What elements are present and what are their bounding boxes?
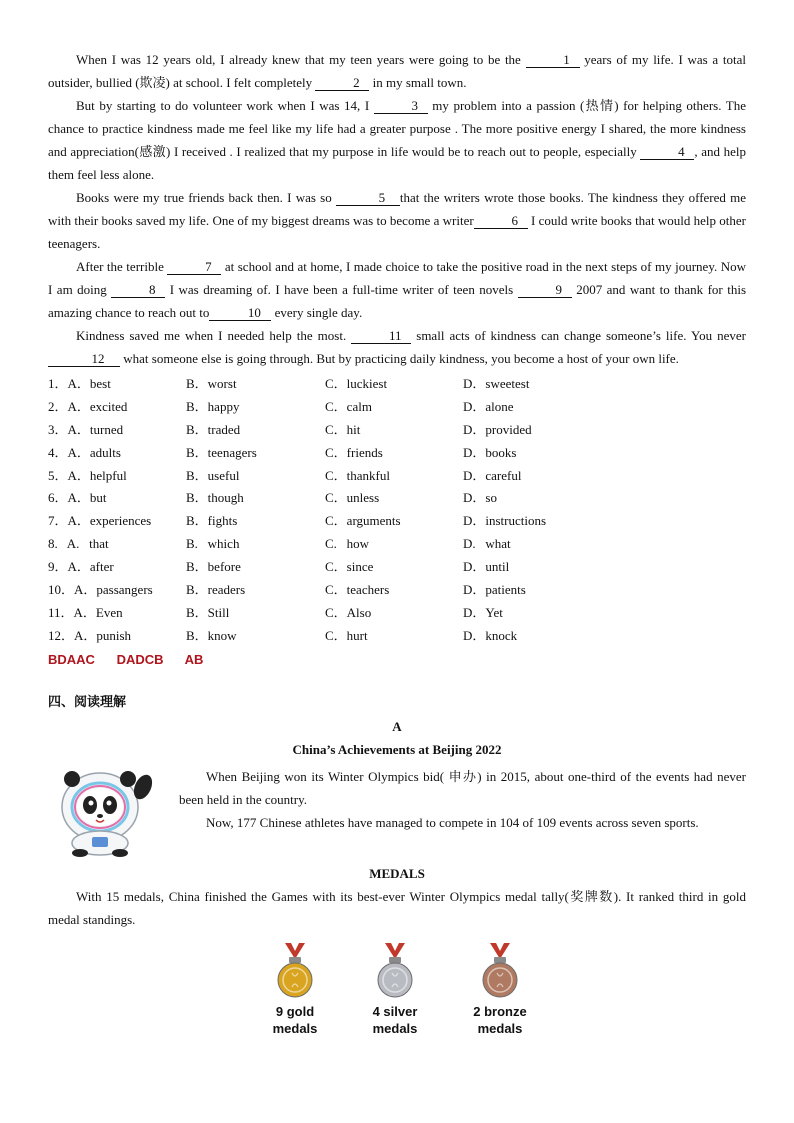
cloze-options: [48, 373, 746, 648]
option-choice[interactable]: C．hit: [325, 421, 361, 437]
medal-item: [350, 943, 440, 1037]
option-choice[interactable]: B．worst: [186, 376, 237, 391]
answer-group-3: AB: [184, 651, 204, 667]
passage-text: After the terrible: [76, 259, 168, 274]
silver-medal-icon: [375, 943, 415, 999]
cloze-blank-1[interactable]: 1: [526, 52, 580, 68]
question-12-options: [48, 625, 746, 648]
option-choice[interactable]: C．luckiest: [325, 376, 388, 391]
option-choice[interactable]: B．teenagers: [186, 444, 257, 460]
option-choice[interactable]: 12．A．punish: [48, 627, 132, 643]
option-choice[interactable]: D．patients: [463, 582, 526, 598]
intro-paragraph-2: Now, 177 Chinese athletes have managed to compete in 104 of 109 events across seven sports.: [206, 814, 699, 830]
option-choice[interactable]: 5．A．helpful: [48, 467, 127, 483]
cloze-blank-4[interactable]: 4: [640, 144, 694, 160]
cloze-blank-11[interactable]: 11: [351, 328, 411, 344]
question-6-options: [48, 487, 746, 510]
passage-text: I could write books that would help other teenagers.: [48, 213, 746, 251]
cloze-blank-3[interactable]: 3: [374, 98, 428, 114]
passage-letter: A: [392, 718, 402, 734]
cloze-passage: [48, 48, 746, 370]
medal-count-label: 4 silver: [372, 1003, 418, 1019]
option-choice[interactable]: D．instructions: [463, 513, 547, 529]
passage-text: small acts of kindness can change someone’s life. You never: [411, 328, 747, 343]
passage-text: my problem into a passion (热情) for helping others. The chance to practice kindness made me feel like my life had a greater purpose . The more positive energy I shared, the more kindness and appreciation(感激) I received . I realized that my purpose in life would be to reach out to people, especially: [48, 98, 746, 159]
passage-text: in my small town.: [369, 75, 467, 90]
passage-text: years of my life. I was a total outsider, bullied (欺凌) at school. I felt completely: [48, 52, 746, 90]
section-title-reading: 四、阅读理解: [48, 694, 127, 710]
option-choice[interactable]: B．readers: [186, 582, 246, 598]
answer-group-1: BDAAC: [48, 651, 95, 667]
worksheet-page: [48, 48, 746, 1053]
passage-text: , and help them feel less alone.: [48, 144, 746, 182]
option-choice[interactable]: C．teachers: [325, 582, 390, 598]
option-choice[interactable]: 2．A．excited: [48, 398, 128, 414]
passage-text: When I was 12 years old, I already knew that my teen years were going to be the: [76, 52, 526, 67]
cloze-blank-12[interactable]: 12: [48, 351, 120, 367]
passage-text: I was dreaming of. I have been a full-time writer of teen novels: [165, 282, 518, 297]
option-choice[interactable]: B．fights: [186, 513, 238, 529]
question-8-options: [48, 533, 746, 556]
gold-medal-icon: [275, 943, 315, 999]
bing-dwen-dwen-mascot-icon: [48, 767, 173, 857]
passage-text: But by starting to do volunteer work when I was 14, I: [76, 98, 374, 113]
cloze-paragraph: [48, 255, 746, 324]
medal-item: [250, 943, 340, 1037]
option-choice[interactable]: B．traded: [186, 421, 241, 437]
option-choice[interactable]: 8. A. that: [48, 536, 109, 552]
medal-type-label: medals: [272, 1020, 318, 1036]
bronze-medal-icon: [480, 943, 520, 999]
option-choice[interactable]: C．unless: [325, 490, 380, 506]
option-choice[interactable]: B．Still: [186, 604, 230, 620]
answer-group-2: DADCB: [116, 651, 164, 667]
cloze-paragraph: [48, 94, 746, 186]
option-choice[interactable]: D. what: [463, 536, 511, 552]
medal-graphics: [48, 943, 746, 1053]
question-9-options: [48, 556, 746, 579]
option-choice[interactable]: 9．A．after: [48, 559, 114, 575]
option-choice[interactable]: 6．A．but: [48, 490, 107, 506]
question-5-options: [48, 465, 746, 488]
question-11-options: [48, 602, 746, 625]
option-choice[interactable]: B. which: [186, 536, 240, 552]
cloze-blank-5[interactable]: 5: [336, 190, 400, 206]
option-choice[interactable]: 3．A．turned: [48, 421, 124, 437]
option-choice[interactable]: 10．A．passangers: [48, 582, 153, 598]
option-choice[interactable]: C．hurt: [325, 627, 368, 643]
medals-heading: MEDALS: [369, 865, 425, 881]
option-choice[interactable]: B．before: [186, 559, 241, 575]
option-choice[interactable]: D．careful: [463, 467, 522, 483]
medal-count-label: 2 bronze: [473, 1003, 527, 1019]
passage-title: China’s Achievements at Beijing 2022: [292, 741, 502, 757]
option-choice[interactable]: D．provided: [463, 421, 532, 437]
cloze-blank-7[interactable]: 7: [167, 259, 221, 275]
question-10-options: [48, 579, 746, 602]
option-choice[interactable]: B．happy: [186, 398, 240, 414]
passage-text: 2007 and want to thank for this amazing chance to reach out to: [48, 282, 746, 320]
question-1-options: [48, 373, 746, 396]
option-choice[interactable]: C．Also: [325, 604, 372, 620]
medal-item: [455, 943, 545, 1037]
medal-type-label: medals: [477, 1020, 523, 1036]
option-choice[interactable]: D．so: [463, 490, 497, 506]
option-choice[interactable]: C. how: [325, 536, 370, 552]
question-3-options: [48, 419, 746, 442]
cloze-paragraph: [48, 324, 746, 370]
question-4-options: [48, 442, 746, 465]
option-choice[interactable]: 11．A．Even: [48, 604, 123, 620]
cloze-blank-9[interactable]: 9: [518, 282, 572, 298]
option-choice[interactable]: C．friends: [325, 444, 383, 460]
intro-paragraph-1: When Beijing won its Winter Olympics bid( 申办) in 2015, about one-third of the events had never been held in the country.: [179, 768, 746, 807]
option-choice[interactable]: D．knock: [463, 627, 518, 643]
passage-text: that the writers wrote those books. The kindness they offered me with their books saved my life. One of my biggest dreams was to become a writer: [48, 190, 747, 228]
cloze-paragraph: [48, 186, 746, 255]
answer-key: [48, 648, 746, 672]
option-choice[interactable]: D．books: [463, 444, 517, 460]
option-choice[interactable]: B．useful: [186, 467, 240, 483]
medal-type-label: medals: [372, 1020, 418, 1036]
cloze-blank-2[interactable]: 2: [315, 75, 369, 91]
passage-text: what someone else is going through. But by practicing daily kindness, you become a host of your own life.: [120, 351, 679, 366]
option-choice[interactable]: 4．A．adults: [48, 444, 121, 460]
cloze-paragraph: [48, 48, 746, 94]
option-choice[interactable]: C．arguments: [325, 513, 401, 529]
question-2-options: [48, 396, 746, 419]
option-choice[interactable]: C．calm: [325, 398, 372, 414]
option-choice[interactable]: B．though: [186, 490, 244, 506]
option-choice[interactable]: D．sweetest: [463, 376, 530, 391]
option-choice[interactable]: D．alone: [463, 398, 514, 414]
passage-text: every single day.: [271, 305, 363, 320]
option-choice[interactable]: D．until: [463, 559, 510, 575]
option-choice[interactable]: 7．A．experiences: [48, 513, 152, 529]
passage-text: Kindness saved me when I needed help the most.: [76, 328, 352, 343]
option-choice[interactable]: C．since: [325, 559, 374, 575]
passage-text: at school and at home, I made choice to take the positive road in the next steps of my journey. Now I am doing: [48, 259, 747, 297]
cloze-blank-8[interactable]: 8: [111, 282, 165, 298]
medals-paragraph: With 15 medals, China finished the Games with its best-ever Winter Olympics medal tally(奖牌数). It ranked third in gold medal standings.: [48, 888, 746, 927]
option-choice[interactable]: C．thankful: [325, 467, 390, 483]
cloze-blank-10[interactable]: 10: [209, 305, 271, 321]
passage-text: Books were my true friends back then. I was so: [76, 190, 336, 205]
cloze-blank-6[interactable]: 6: [474, 213, 528, 229]
option-choice[interactable]: B．know: [186, 627, 237, 643]
medal-count-label: 9 gold: [275, 1003, 315, 1019]
option-choice[interactable]: D．Yet: [463, 604, 503, 620]
option-choice[interactable]: 1．A．best: [48, 376, 111, 391]
question-7-options: [48, 510, 746, 533]
passage-intro: [48, 765, 746, 850]
